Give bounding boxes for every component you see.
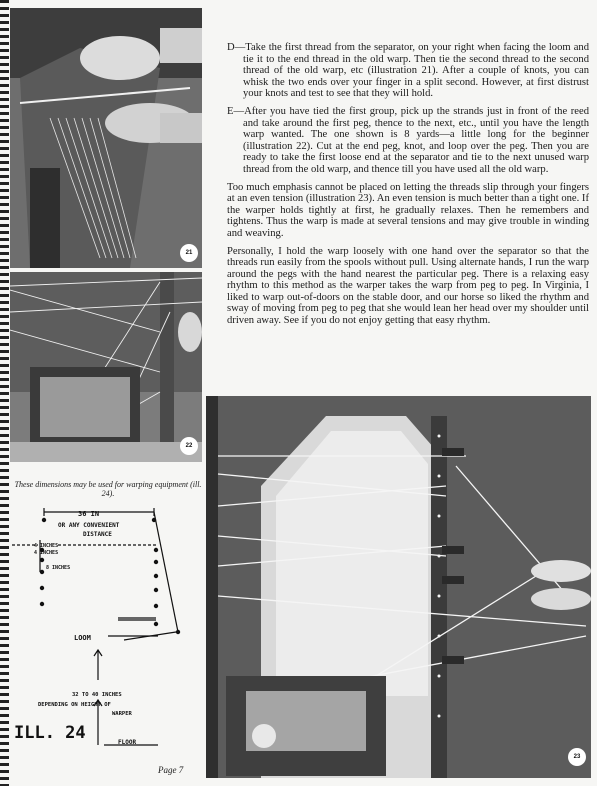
paragraph-tension: Too much emphasis cannot be placed on letting the threads slip through your fingers at an even tension (illustration 23). An even tension is much better than a tight one. If the warper holds tightly at first, he gradually relaxes. Then he remembers and tightens. Thus the warp is made at several tensions and may give trouble in winding and weaving. — [227, 181, 589, 239]
diagram-floor-label: FLOOR — [118, 739, 137, 746]
photo-illustration-22 — [10, 272, 202, 462]
diagram-illustration-label: ILL. 24 — [14, 723, 86, 743]
paragraph-step-d: D—Take the first thread from the separator, on your right when facing the loom and tie it to the end thread in the old warp. Then tie the second thread to the second thread of the old warp, etc (illustration 21). After a couple of knots, you can whisk the two ends over your finger in a split second. However, at first distrust your knots and test to see that they will hold. — [227, 42, 589, 100]
illustration-number-21: 21 — [180, 244, 198, 262]
diagram-loom-label: LOOM — [74, 634, 91, 642]
paragraph-step-e: E—After you have tied the first group, pick up the strands just in front of the reed and take around the first peg, thence to the next, etc., until you have the length warp wanted. The one shown is 8 yards—a little long for the beginner (illustration 22). Cut at the end peg, knot, and loop over the peg. Then you are ready to take the first loose end at the separator and tie to the next unused warp thread from the old warp, and thence till you have used all the old warp. — [227, 105, 589, 175]
page-number: Page 7 — [158, 765, 184, 775]
diagram-height-line-2: DEPENDING ON HEIGHT OF — [38, 702, 111, 708]
diagram-top-dimension: 36 IN — [78, 510, 100, 518]
diagram-small-dimension-3: 8 INCHES — [46, 565, 71, 571]
diagram-small-dimension-2: 4 INCHES — [34, 550, 59, 556]
diagram-height-line-3: WARPER — [112, 711, 132, 717]
photo-illustration-23 — [206, 396, 591, 778]
illustration-number-23: 23 — [568, 748, 586, 766]
diagram-top-dimension-3: DISTANCE — [83, 531, 112, 538]
warping-dimensions-diagram — [8, 500, 202, 760]
paragraph-personally: Personally, I hold the warp loosely with one hand over the separator so that the threads run easily from the spools without pull. Using alternate hands, I run the warp around the pegs with the hand nearest the particular peg. There is a relaxing easy rhythm to this method as the warper takes the warp from peg to peg. In Virginia, I liked to warp out-of-doors on the stable door, and our horse so liked the rhythm and sway of moving from peg to peg that she would lean her head over my shoulder until driven away. See if you do not enjoy getting that easy rhythm. — [227, 245, 589, 327]
diagram-small-dimension-1: 4 INCHES — [34, 543, 59, 549]
illustration-number-22: 22 — [180, 437, 198, 455]
article-text — [227, 42, 589, 333]
diagram-caption: These dimensions may be used for warping equipment (ill. 24). — [14, 480, 202, 498]
diagram-height-line-1: 32 TO 40 INCHES — [72, 692, 122, 698]
diagram-top-dimension-2: OR ANY CONVENIENT — [58, 522, 120, 529]
photo-illustration-21 — [10, 8, 202, 268]
